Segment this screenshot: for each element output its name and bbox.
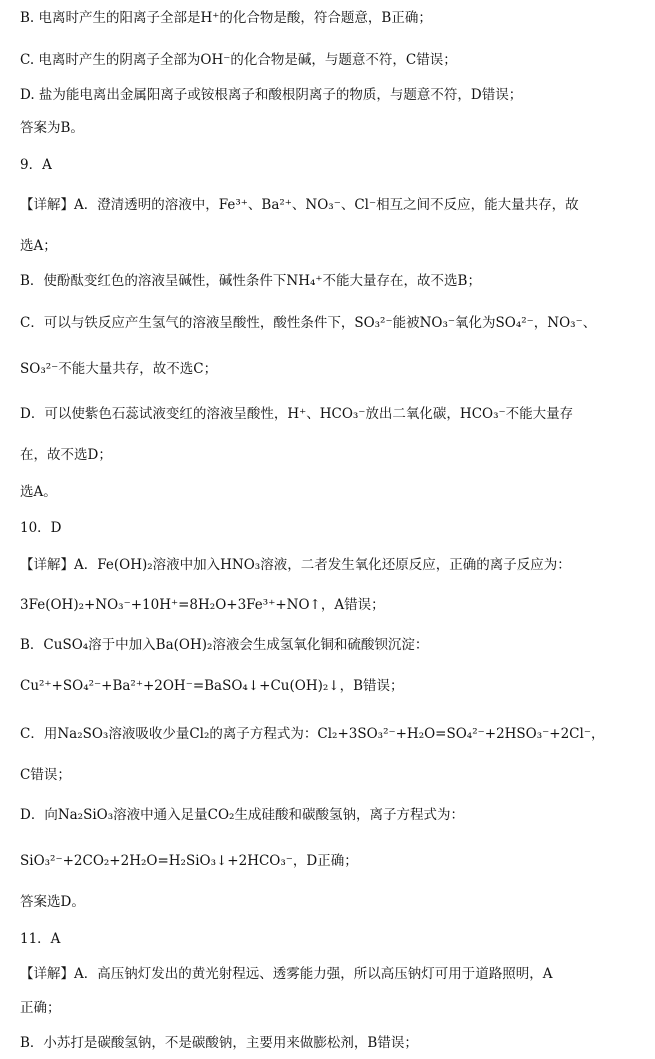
question-number: 11．A	[20, 931, 61, 947]
text-line: D．可以使紫色石蕊试液变红的溶液呈酸性，H⁺、HCO₃⁻放出二氧化碳，HCO₃⁻不能大量存	[20, 406, 574, 422]
text-line: 【详解】A．Fe(OH)₂溶液中加入HNO₃溶液，二者发生氧化还原反应，正确的离子反应为：	[20, 557, 571, 573]
text-line: B．CuSO₄溶于中加入Ba(OH)₂溶液会生成氢氧化铜和硫酸钡沉淀：	[20, 637, 429, 653]
text-line: 选A。	[20, 484, 57, 500]
text-line: B. 电离时产生的阳离子全部是H⁺的化合物是酸，符合题意，B正确；	[20, 10, 432, 26]
text-line: D. 盐为能电离出金属阳离子或铵根离子和酸根阴离子的物质，与题意不符，D错误；	[20, 87, 523, 103]
text-line: 3Fe(OH)₂+NO₃⁻+10H⁺=8H₂O+3Fe³⁺+NO↑，A错误；	[20, 597, 385, 613]
text-line: 【详解】A．高压钠灯发出的黄光射程远、透雾能力强，所以高压钠灯可用于道路照明，A	[20, 966, 553, 982]
text-line: C．可以与铁反应产生氢气的溶液呈酸性，酸性条件下，SO₃²⁻能被NO₃⁻氧化为SO₄²⁻，NO₃⁻、	[20, 315, 597, 331]
text-line: SiO₃²⁻+2CO₂+2H₂O=H₂SiO₃↓+2HCO₃⁻，D正确；	[20, 853, 358, 869]
text-line: 答案选D。	[20, 894, 85, 910]
text-line: D．向Na₂SiO₃溶液中通入足量CO₂生成硅酸和碳酸氢钠，离子方程式为：	[20, 807, 464, 823]
text-line: 选A；	[20, 238, 57, 254]
question-number: 10．D	[20, 520, 62, 536]
text-line: C错误；	[20, 767, 71, 783]
text-line: 答案为B。	[20, 120, 84, 136]
text-line: B．使酚酞变红色的溶液呈碱性，碱性条件下NH₄⁺不能大量存在，故不选B；	[20, 273, 481, 289]
text-line: C．用Na₂SO₃溶液吸收少量Cl₂的离子方程式为：Cl₂+3SO₃²⁻+H₂O=SO₄²⁻+2HSO₃⁻+2Cl⁻，	[20, 726, 605, 742]
text-line: Cu²⁺+SO₄²⁻+Ba²⁺+2OH⁻=BaSO₄↓+Cu(OH)₂↓，B错误；	[20, 678, 404, 694]
text-line: 正确；	[20, 1000, 61, 1016]
text-line: SO₃²⁻不能大量共存，故不选C；	[20, 361, 218, 377]
text-line: B．小苏打是碳酸氢钠，不是碳酸钠，主要用来做膨松剂，B错误；	[20, 1035, 418, 1051]
question-number: 9．A	[20, 157, 52, 173]
text-line: 在，故不选D；	[20, 447, 112, 463]
text-line: C. 电离时产生的阴离子全部为OH⁻的化合物是碱，与题意不符，C错误；	[20, 52, 457, 68]
text-line: 【详解】A．澄清透明的溶液中，Fe³⁺、Ba²⁺、NO₃⁻、Cl⁻相互之间不反应，能大量共存，故	[20, 197, 579, 213]
